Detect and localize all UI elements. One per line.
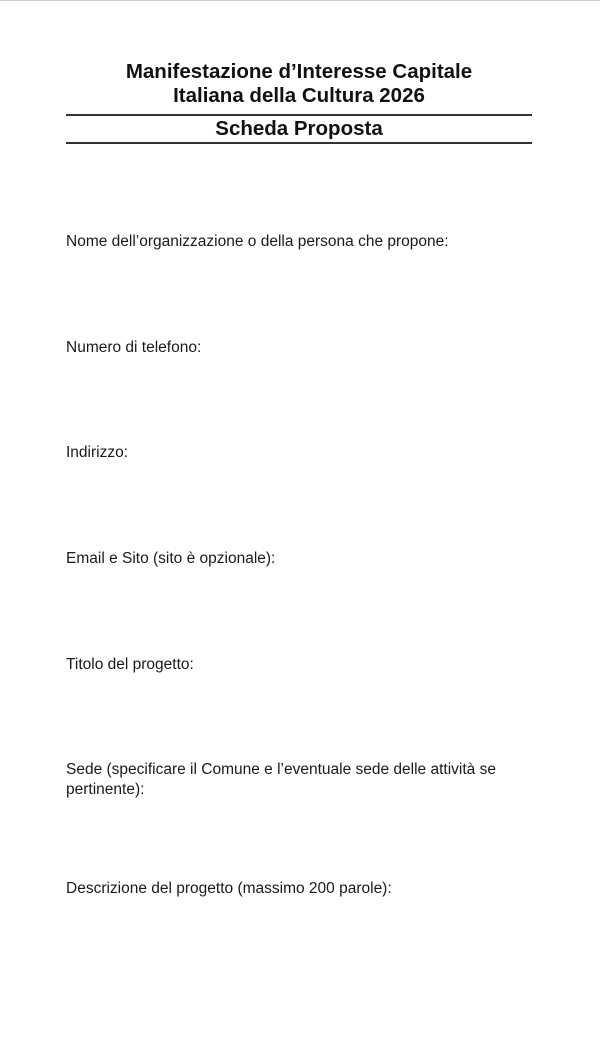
document-header <box>66 60 532 108</box>
field-label-address: Indirizzo: <box>66 444 129 461</box>
title-divider-bottom <box>66 142 532 144</box>
document-title-line-1: Manifestazione d’Interesse Capitale <box>125 60 473 83</box>
field-label-project-description: Descrizione del progetto (massimo 200 parole): <box>66 880 392 897</box>
document-subtitle: Scheda Proposta <box>215 117 383 140</box>
field-label-venue: Sede (specificare il Comune e l’eventuale sede delle attività se pertinente): <box>66 761 496 798</box>
page-top-border <box>0 0 600 1</box>
field-label-phone-number: Numero di telefono: <box>66 339 202 356</box>
title-divider-top <box>66 114 532 116</box>
document-title-line-2: Italiana della Cultura 2026 <box>173 84 425 107</box>
field-label-project-title: Titolo del progetto: <box>66 656 194 673</box>
field-label-email-website: Email e Sito (sito è opzionale): <box>66 550 276 567</box>
field-label-organization-name: Nome dell’organizzazione o della persona che propone: <box>66 233 449 250</box>
